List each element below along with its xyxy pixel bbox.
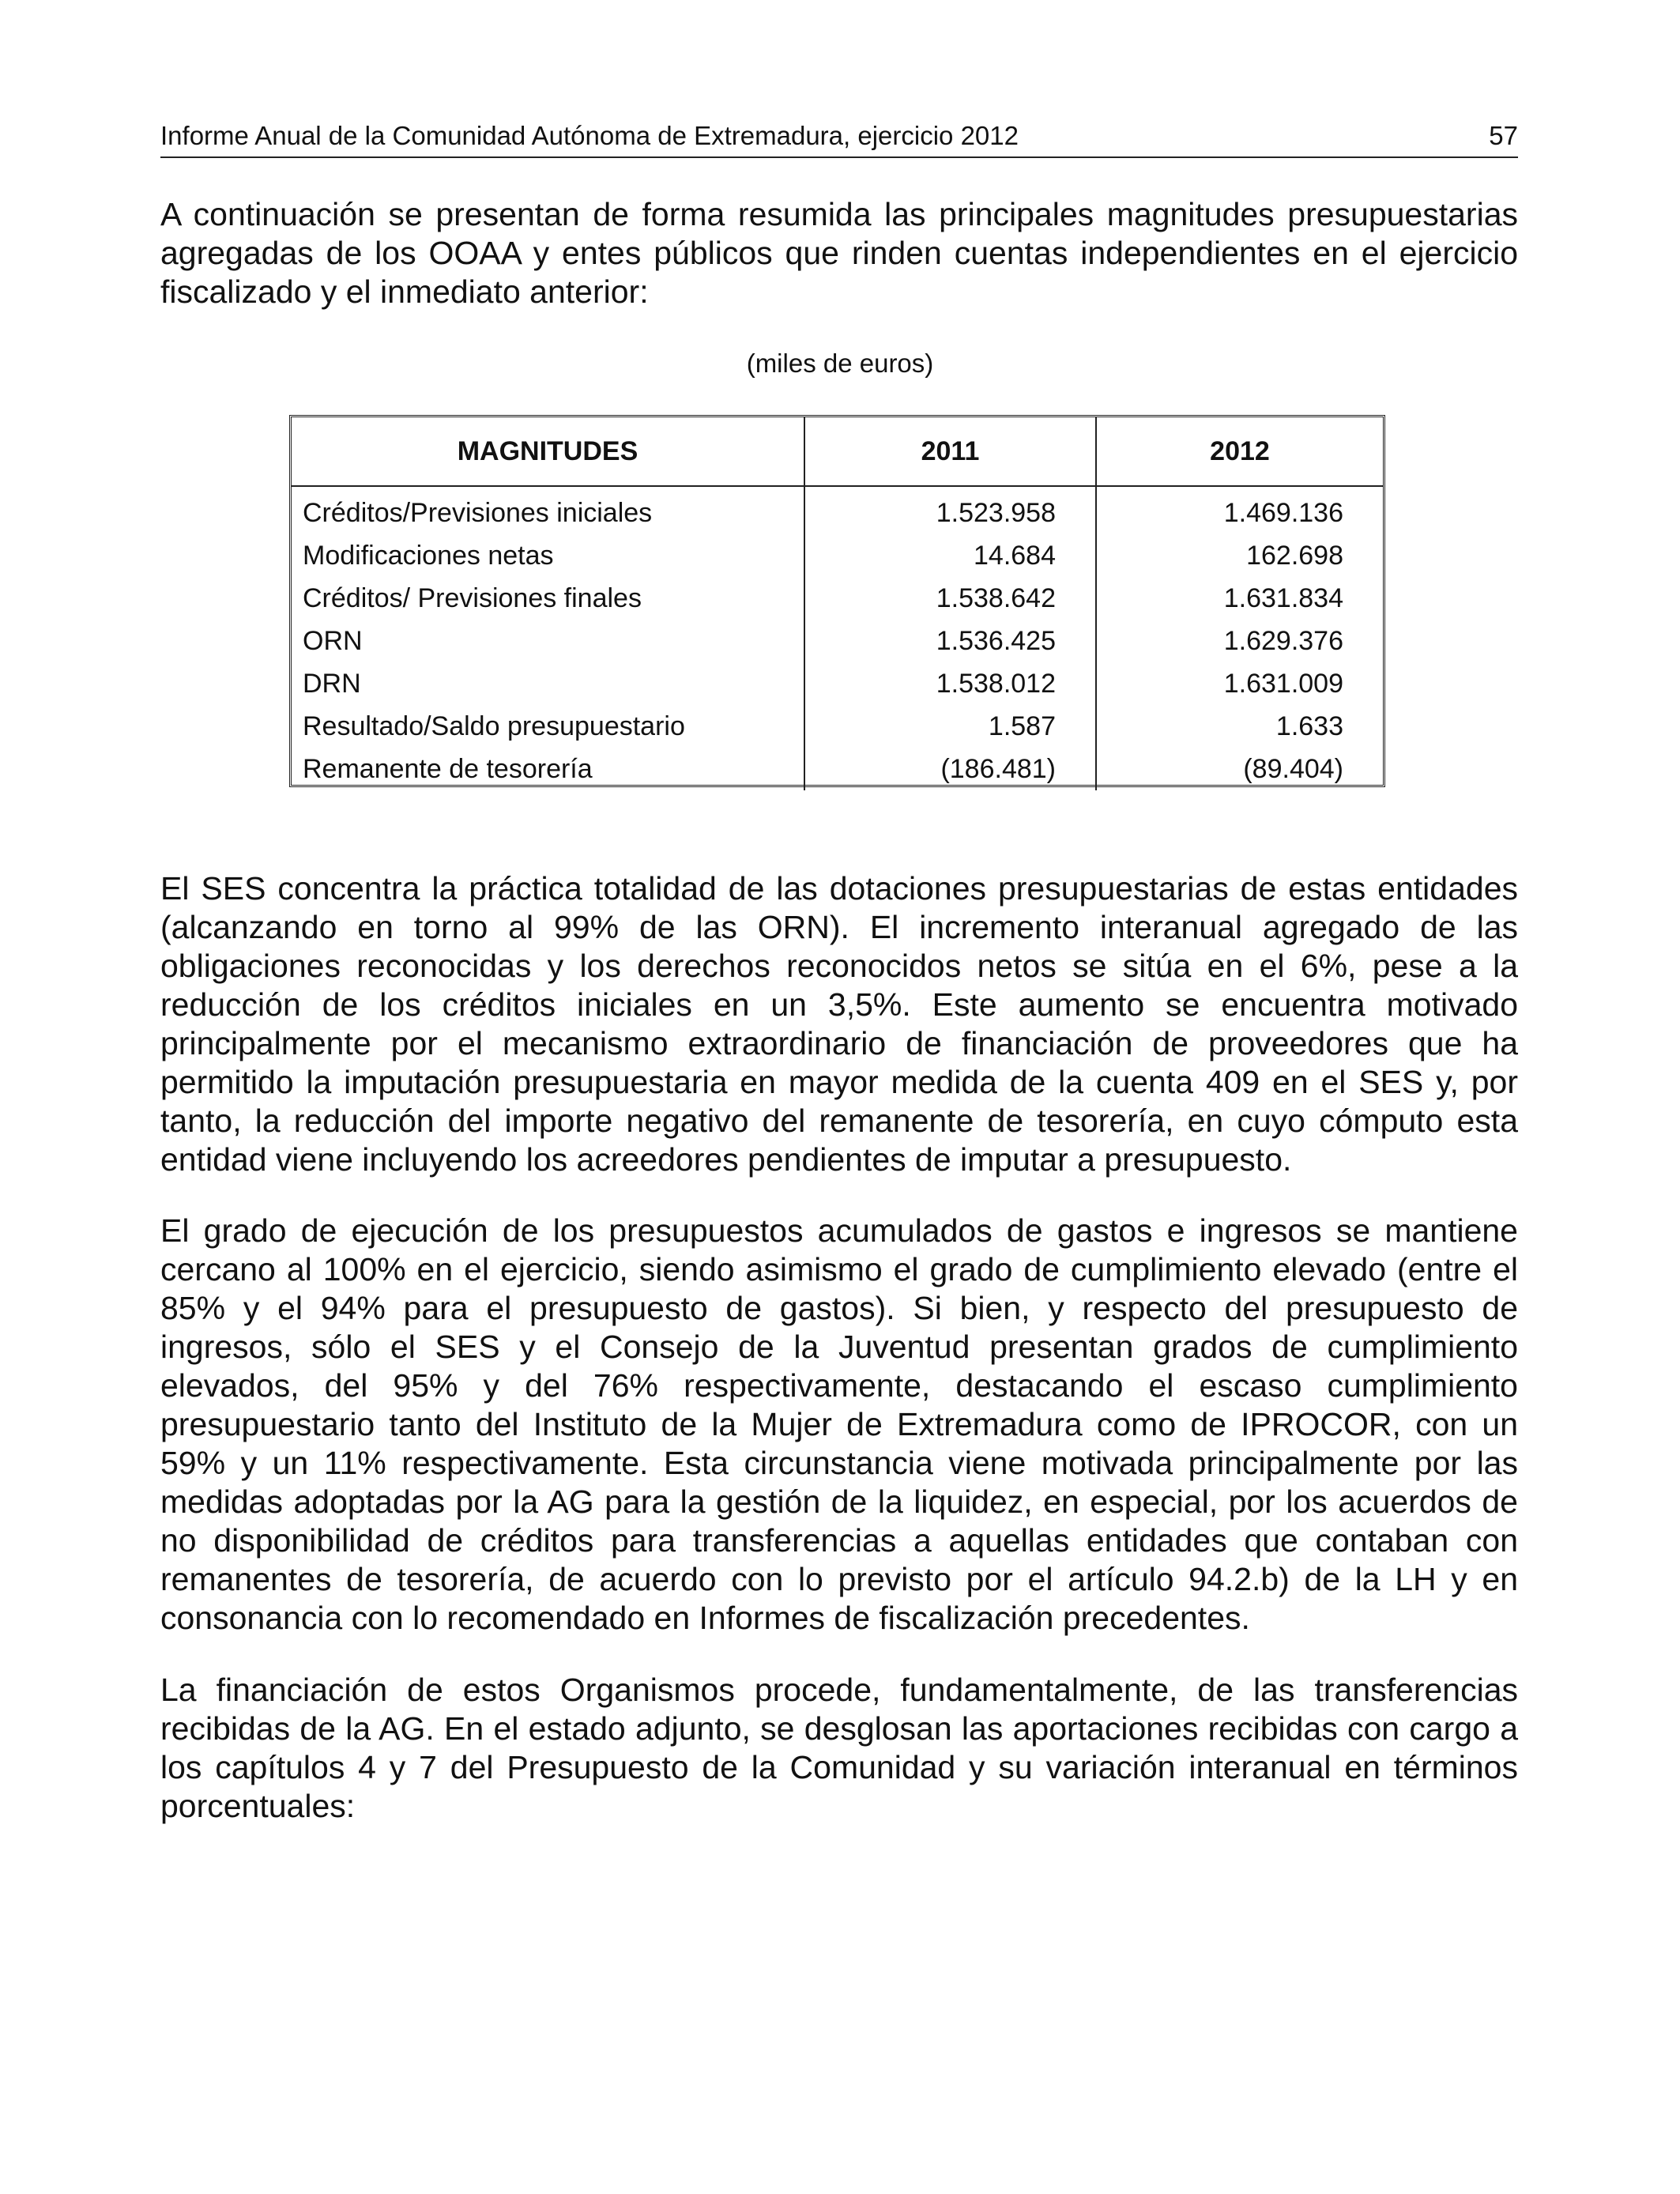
value-2012: 1.629.376 bbox=[1096, 620, 1383, 662]
column-header-magnitudes: MAGNITUDES bbox=[292, 417, 804, 486]
budget-magnitudes-table bbox=[289, 415, 1385, 787]
table-row bbox=[292, 486, 1383, 534]
page-header bbox=[160, 117, 1518, 158]
value-2012: 1.633 bbox=[1096, 705, 1383, 748]
report-title: Informe Anual de la Comunidad Autónoma de Extremadura, ejercicio 2012 bbox=[160, 121, 1019, 150]
value-2011: 1.536.425 bbox=[804, 620, 1096, 662]
body-paragraph-ses: El SES concentra la práctica totalidad de las dotaciones presupuestarias de estas entidades (alcanzando en torno al 99% de las ORN). El incremento interanual agregado de las obligaciones reconocidas y los derechos reconocidos netos se sitúa en el 6%, pese a la reducción de los créditos iniciales en un 3,5%. Este aumento se encuentra motivado principalmente por el mecanismo extraordinario de financiación de proveedores que ha permitido la imputación presupuestaria en mayor medida de la cuenta 409 en el SES y, por tanto, la reducción del importe negativo del remanente de tesorería, en cuyo cómputo esta entidad viene incluyendo los acreedores pendientes de imputar a presupuesto. bbox=[160, 870, 1518, 1178]
row-label: Créditos/ Previsiones finales bbox=[303, 582, 642, 613]
value-2011: (186.481) bbox=[804, 748, 1096, 790]
table-row bbox=[292, 577, 1383, 620]
value-2012: 1.631.009 bbox=[1096, 662, 1383, 705]
page-number: 57 bbox=[1489, 121, 1518, 150]
value-2012: 1.469.136 bbox=[1096, 486, 1383, 534]
value-2012: (89.404) bbox=[1096, 748, 1383, 790]
table-header-row bbox=[292, 417, 1383, 486]
body-paragraph-execution: El grado de ejecución de los presupuestos acumulados de gastos e ingresos se mantiene cercano al 100% en el ejercicio, siendo asimismo el grado de cumplimiento elevado (entre el 85% y el 94% para el presupuesto de gastos). Si bien, y respecto del presupuesto de ingresos, sólo el SES y el Consejo de la Juventud presentan grados de cumplimiento elevados, del 95% y del 76% respectivamente, destacando el escaso cumplimiento presupuestario tanto del Instituto de la Mujer de Extremadura como de IPROCOR, con un 59% y un 11% respectivamente. Esta circunstancia viene motivada principalmente por las medidas adoptadas por la AG para la gestión de la liquidez, en especial, por los acuerdos de no disponibilidad de créditos para transferencias a aquellas entidades que contaban con remanentes de tesorería, de acuerdo con lo previsto por el artículo 94.2.b) de la LH y en consonancia con lo recomendado en Informes de fiscalización precedentes. bbox=[160, 1212, 1518, 1636]
row-label: ORN bbox=[303, 625, 363, 656]
row-label: DRN bbox=[303, 668, 361, 699]
value-2012: 162.698 bbox=[1096, 534, 1383, 577]
value-2011: 1.523.958 bbox=[804, 486, 1096, 534]
table-row bbox=[292, 662, 1383, 705]
row-label: Remanente de tesorería bbox=[303, 753, 593, 784]
row-label: Resultado/Saldo presupuestario bbox=[303, 711, 685, 741]
row-label: Modificaciones netas bbox=[303, 540, 554, 571]
table-units-note: (miles de euros) bbox=[746, 349, 934, 378]
table-row bbox=[292, 705, 1383, 748]
value-2011: 1.587 bbox=[804, 705, 1096, 748]
value-2011: 14.684 bbox=[804, 534, 1096, 577]
body-paragraph-financing: La financiación de estos Organismos procede, fundamentalmente, de las transferencias recibidas de la AG. En el estado adjunto, se desglosan las aportaciones recibidas con cargo a los capítulos 4 y 7 del Presupuesto de la Comunidad y su variación interanual en términos porcentuales: bbox=[160, 1672, 1518, 1824]
column-header-2011: 2011 bbox=[804, 417, 1096, 486]
table-row bbox=[292, 620, 1383, 662]
value-2011: 1.538.012 bbox=[804, 662, 1096, 705]
table-row bbox=[292, 534, 1383, 577]
row-label: Créditos/Previsiones iniciales bbox=[303, 497, 653, 528]
table-row bbox=[292, 748, 1383, 790]
value-2012: 1.631.834 bbox=[1096, 577, 1383, 620]
intro-paragraph: A continuación se presentan de forma resumida las principales magnitudes presupuestarias agregadas de los OOAA y entes públicos que rinden cuentas independientes en el ejercicio fiscalizado y el inmediato anterior: bbox=[160, 196, 1518, 310]
value-2011: 1.538.642 bbox=[804, 577, 1096, 620]
column-header-2012: 2012 bbox=[1096, 417, 1383, 486]
